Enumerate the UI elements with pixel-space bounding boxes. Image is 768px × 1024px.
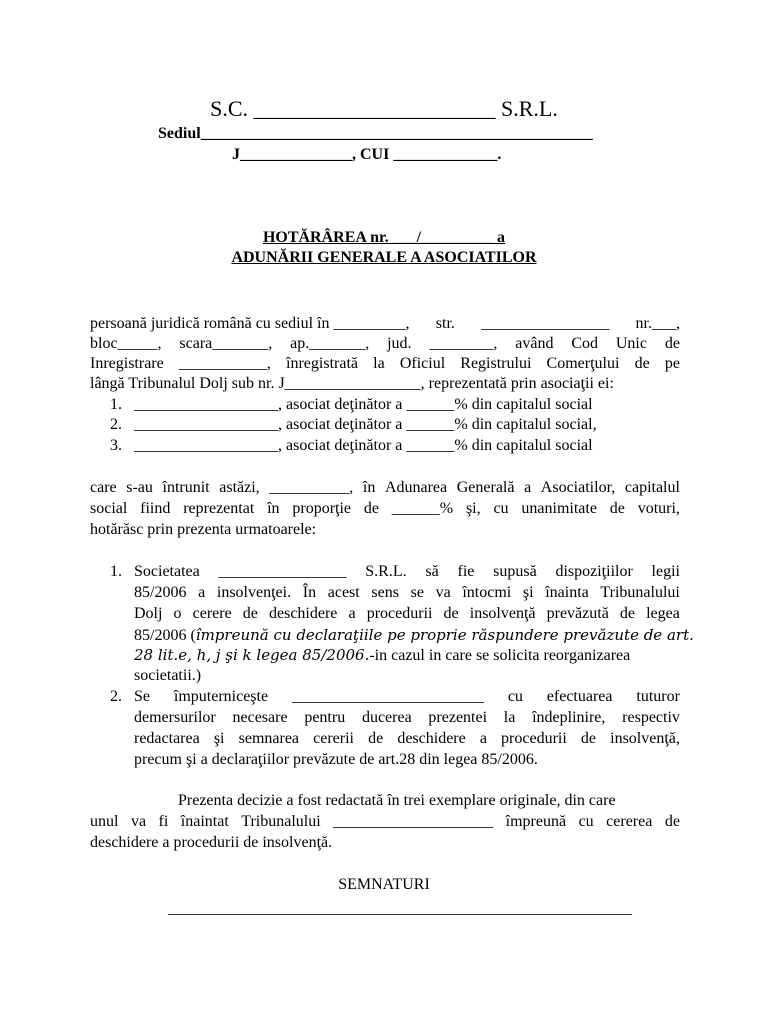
decision-title: HOTĂRÂREA nr. ___/_________ a	[262, 229, 506, 246]
word: cu	[493, 500, 509, 517]
word: Unic	[615, 335, 647, 352]
word: În	[302, 584, 317, 601]
word: nr.___,	[635, 315, 680, 332]
word: Comerţului	[546, 355, 620, 372]
word: reprezentat	[183, 500, 255, 517]
word: şi	[213, 730, 225, 747]
word: de	[368, 730, 384, 747]
word: supusă	[493, 563, 537, 580]
word: persoană juridică română cu sediul în _________,	[90, 315, 410, 332]
word: de	[634, 355, 650, 372]
word: să	[425, 563, 439, 580]
word: întocmi	[462, 584, 512, 601]
associate-1-text: __________________, asociat deţinător a ______% din capitalul social	[134, 396, 593, 413]
word: împuterniceşte	[173, 688, 269, 705]
word: social	[90, 500, 128, 517]
decision-1-law-ref: 85/2006 (	[134, 627, 196, 644]
associate-2-number: 2.	[110, 416, 122, 433]
decision-2-number: 2.	[110, 688, 122, 705]
word: ap._______,	[290, 335, 370, 352]
word: întrunit	[162, 479, 210, 496]
closing-line-2	[90, 812, 680, 832]
sediul-line	[158, 124, 593, 144]
word: pe	[664, 355, 680, 372]
word: care	[90, 479, 117, 496]
word: de	[609, 500, 625, 517]
sediul-blank: _________________________________________________	[200, 125, 593, 142]
word: tuturor	[636, 688, 680, 705]
word: Societatea	[134, 563, 200, 580]
decision-1-declarations-note: împreună cu declaraţiile pe proprie răspundere prevăzute de art.	[195, 626, 694, 644]
word: având	[515, 335, 554, 352]
word: de	[664, 813, 680, 830]
word: cererii	[313, 730, 354, 747]
word: împreună	[505, 813, 567, 830]
word: şi	[522, 584, 534, 601]
decision-1-line-3	[134, 604, 680, 624]
word: ____________________	[333, 813, 494, 830]
word: demersurilor	[134, 709, 216, 726]
word: sens	[371, 584, 399, 601]
word: procedurii	[501, 730, 567, 747]
word: unul	[90, 813, 119, 830]
word: prezentei	[428, 709, 488, 726]
word: Inregistrare	[90, 355, 164, 372]
word: a	[524, 479, 532, 496]
word: ________________________	[291, 688, 484, 705]
word: procedurii	[366, 605, 433, 622]
word: scara_______,	[179, 335, 273, 352]
word: în	[362, 479, 376, 496]
word: îndeplinire,	[532, 709, 606, 726]
word: Asociatilor,	[540, 479, 616, 496]
word: ________________	[481, 315, 610, 332]
word: la	[503, 709, 516, 726]
word: va	[130, 813, 147, 830]
word: voturi,	[637, 500, 680, 517]
signatures-label: SEMNATURI	[338, 876, 430, 893]
word: va	[435, 584, 451, 601]
word: de	[580, 730, 597, 747]
word: insolvenţei.	[216, 584, 292, 601]
word: cererea	[606, 813, 653, 830]
word: fi	[158, 813, 169, 830]
word: ________,	[429, 335, 498, 352]
word: Registrului	[460, 355, 532, 372]
word: str.	[435, 315, 455, 332]
word: efectuarea	[546, 688, 613, 705]
registry-line: J______________, CUI _____________.	[232, 146, 502, 163]
word: ducerea	[361, 709, 412, 726]
sediul-label: Sediul	[158, 125, 201, 142]
word: de	[664, 335, 680, 352]
decision-1-line-6: societatii.)	[134, 667, 202, 684]
word: cerere	[192, 605, 232, 622]
decision-1-line-1	[134, 562, 680, 582]
word: 85/2006	[134, 584, 187, 601]
word: Dolj	[134, 605, 163, 622]
decision-1-number: 1.	[110, 563, 122, 580]
decision-2-line-3	[134, 729, 680, 749]
word: cu	[578, 813, 594, 830]
word: bloc_____,	[90, 335, 162, 352]
word: respectiv	[622, 709, 680, 726]
word: Tribunalului	[600, 584, 680, 601]
word: ________________	[218, 563, 347, 580]
signature-line: __________________________________________________________	[168, 900, 632, 917]
word: cu	[507, 688, 523, 705]
word: în	[267, 500, 280, 517]
word: proporţie	[292, 500, 352, 517]
word: unanimitate	[521, 500, 597, 517]
meeting-line-2	[90, 499, 680, 519]
word: pentru	[304, 709, 346, 726]
word: astăzi,	[219, 479, 260, 496]
word: redactarea	[134, 730, 200, 747]
word: o	[173, 605, 182, 622]
intro-line-4: lângă Tribunalul Dolj sub nr. J_________________, reprezentată prin asociaţii ei:	[90, 375, 614, 392]
word: insolvenţă	[469, 605, 536, 622]
word: S.R.L.	[365, 563, 407, 580]
decision-2-line-4: precum şi a declaraţiilor prevăzute de art.28 din legea 85/2006.	[134, 751, 538, 768]
word: fie	[457, 563, 475, 580]
word: prevăzută	[546, 605, 609, 622]
closing-line-3: deschidere a procedurii de insolvenţă.	[90, 834, 333, 851]
decision-2-line-2	[134, 708, 680, 728]
assembly-title: ADUNĂRII GENERALE A ASOCIATILOR	[231, 249, 537, 266]
word: de	[443, 605, 459, 622]
word: ___________,	[178, 355, 271, 372]
word: înainta	[545, 584, 589, 601]
decision-1-articles-note: 28 lit.e, h, j şi k legea 85/2006.	[134, 646, 370, 664]
word: Generală	[456, 479, 515, 496]
word: de	[242, 605, 258, 622]
word: insolvenţă,	[610, 730, 680, 747]
meeting-line-3: hotărăsc prin prezenta urmatoarele:	[90, 521, 317, 538]
word: de	[363, 500, 379, 517]
word: la	[373, 355, 385, 372]
word: a	[198, 584, 206, 601]
word: Adunarea	[384, 479, 448, 496]
word: necesare	[232, 709, 288, 726]
word: jud.	[387, 335, 412, 352]
word: __________,	[269, 479, 354, 496]
word: ______%	[391, 500, 454, 517]
closing-line-1: Prezenta decizie a fost redactată în trei exemplare originale, din care	[178, 792, 616, 809]
word: Se	[134, 688, 150, 705]
decision-1-line-2	[134, 583, 680, 603]
decision-1-line-5	[134, 645, 630, 666]
decision-1-line-4	[134, 625, 694, 646]
associate-1-number: 1.	[110, 396, 122, 413]
intro-line-3	[90, 354, 680, 374]
word: înaintat	[180, 813, 229, 830]
word: semnarea	[238, 730, 300, 747]
word: s-au	[126, 479, 153, 496]
word: legii	[651, 563, 680, 580]
meeting-line-1	[90, 478, 680, 498]
company-line: S.C. ______________________ S.R.L.	[210, 96, 558, 121]
word: înregistrată	[286, 355, 358, 372]
word: deschidere	[269, 605, 338, 622]
word: Cod	[571, 335, 598, 352]
word: legea	[646, 605, 680, 622]
word: dispoziţiilor	[555, 563, 633, 580]
decision-2-line-1	[134, 687, 680, 707]
word: a	[479, 730, 487, 747]
word: şi,	[465, 500, 481, 517]
word: capitalul	[624, 479, 680, 496]
associate-3-text: __________________, asociat deţinător a ______% din capitalul social	[134, 437, 593, 454]
word: deschidere	[397, 730, 466, 747]
word: de	[619, 605, 635, 622]
intro-line-1	[90, 314, 680, 334]
word: Oficiul	[399, 355, 446, 372]
word: fiind	[140, 500, 171, 517]
associate-3-number: 3.	[110, 437, 122, 454]
intro-line-2	[90, 334, 680, 354]
decision-1-reorganization-note: -in cazul in care se solicita reorganizarea	[369, 647, 631, 664]
associate-2-text: __________________, asociat deţinător a ______% din capitalul social,	[134, 416, 597, 433]
word: Tribunalului	[241, 813, 321, 830]
word: a	[348, 605, 356, 622]
word: se	[410, 584, 424, 601]
word: acest	[327, 584, 360, 601]
